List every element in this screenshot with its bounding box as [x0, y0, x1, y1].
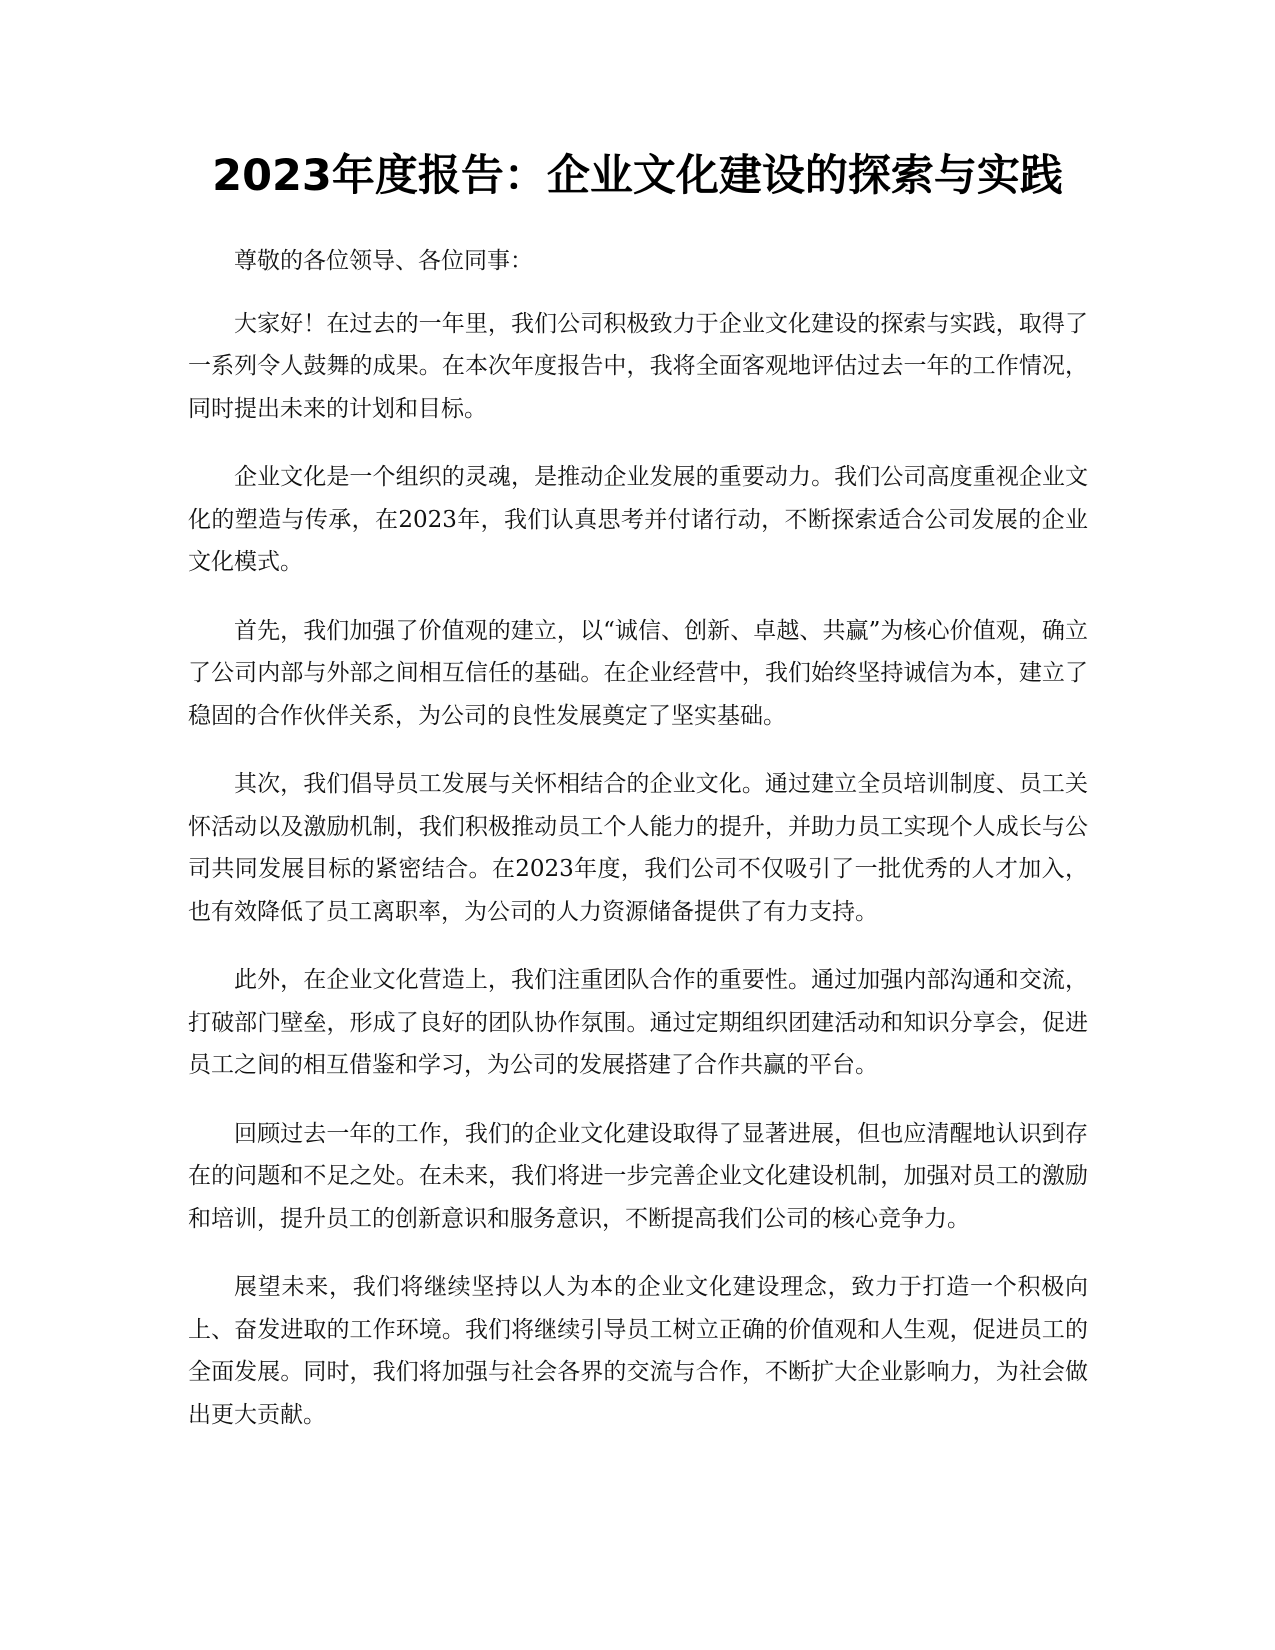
body-paragraph: 此外，在企业文化营造上，我们注重团队合作的重要性。通过加强内部沟通和交流，打破部门壁垒，形成了良好的团队协作氛围。通过定期组织团建活动和知识分享会，促进员工之间的相互借鉴和学习，为公司的发展搭建了合作共赢的平台。	[188, 967, 1088, 1078]
body-paragraph: 大家好！在过去的一年里，我们公司积极致力于企业文化建设的探索与实践，取得了一系列令人鼓舞的成果。在本次年度报告中，我将全面客观地评估过去一年的工作情况，同时提出未来的计划和目标。	[188, 310, 1088, 422]
document-body	[188, 240, 1088, 1462]
greeting-paragraph: 尊敬的各位领导、各位同事：	[234, 248, 533, 274]
body-paragraph: 展望未来，我们将继续坚持以人为本的企业文化建设理念，致力于打造一个积极向上、奋发进取的工作环境。我们将继续引导员工树立正确的价值观和人生观，促进员工的全面发展。同时，我们将加强与社会各界的交流与合作，不断扩大企业影响力，为社会做出更大贡献。	[188, 1274, 1088, 1428]
document-title: 2023年度报告：企业文化建设的探索与实践	[212, 151, 1063, 201]
body-paragraph: 企业文化是一个组织的灵魂，是推动企业发展的重要动力。我们公司高度重视企业文化的塑造与传承，在2023年，我们认真思考并付诸行动，不断探索适合公司发展的企业文化模式。	[188, 464, 1088, 575]
body-paragraph: 首先，我们加强了价值观的建立，以“诚信、创新、卓越、共赢”为核心价值观，确立了公司内部与外部之间相互信任的基础。在企业经营中，我们始终坚持诚信为本，建立了稳固的合作伙伴关系，为公司的良性发展奠定了坚实基础。	[188, 617, 1088, 729]
body-paragraph: 其次，我们倡导员工发展与关怀相结合的企业文化。通过建立全员培训制度、员工关怀活动以及激励机制，我们积极推动员工个人能力的提升，并助力员工实现个人成长与公司共同发展目标的紧密结合。在2023年度，我们公司不仅吸引了一批优秀的人才加入，也有效降低了员工离职率，为公司的人力资源储备提供了有力支持。	[188, 771, 1088, 925]
body-paragraph: 回顾过去一年的工作，我们的企业文化建设取得了显著进展，但也应清醒地认识到存在的问题和不足之处。在未来，我们将进一步完善企业文化建设机制，加强对员工的激励和培训，提升员工的创新意识和服务意识，不断提高我们公司的核心竞争力。	[188, 1120, 1088, 1232]
